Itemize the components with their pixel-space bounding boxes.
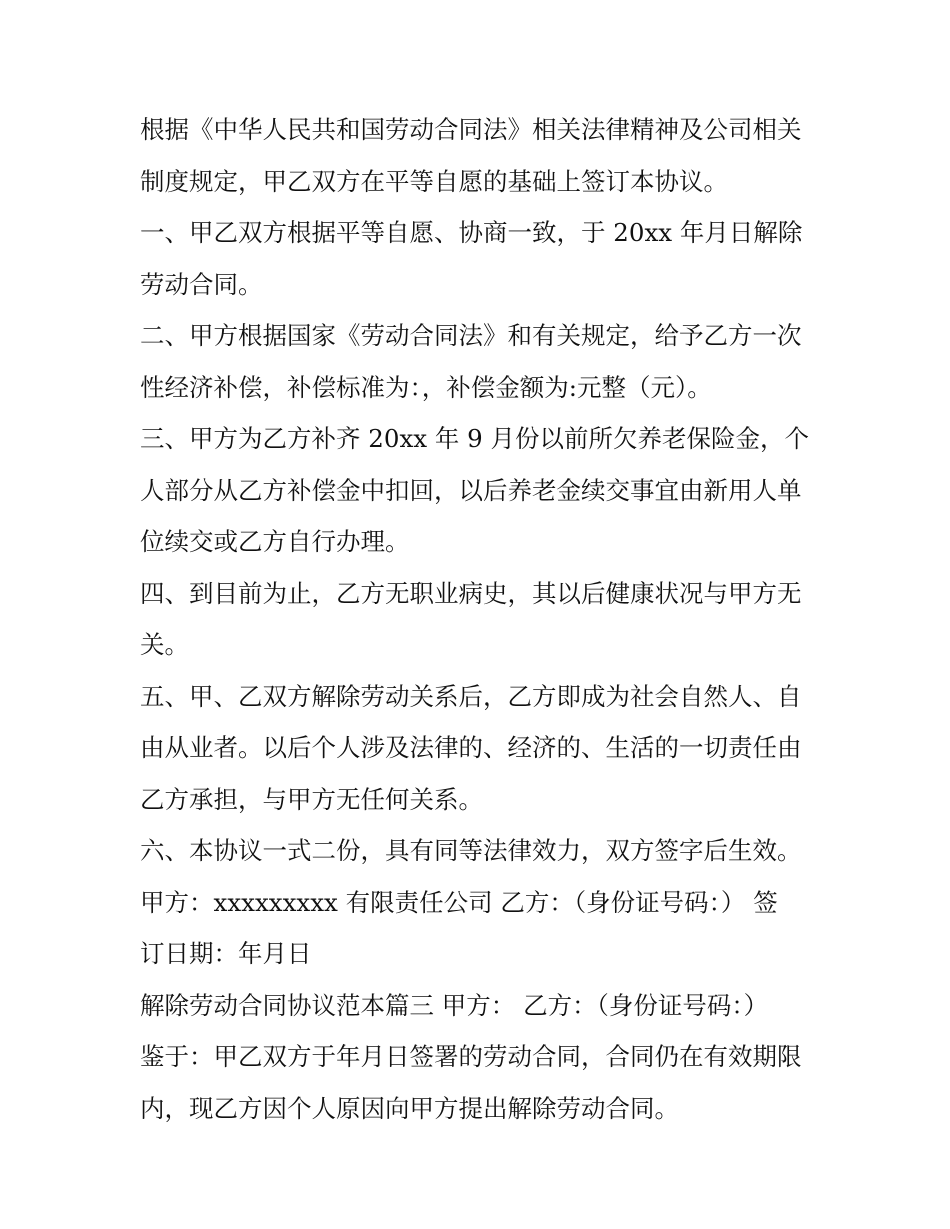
- text-line-2: 制度规定，甲乙双方在平等自愿的基础上签订本协议。: [140, 166, 728, 196]
- text-line-16: 甲方：xxxxxxxxx 有限责任公司 乙方：（身份证号码：） 签: [140, 887, 778, 917]
- text-line-7: 三、甲方为乙方补齐 20xx 年 9 月份以前所欠养老保险金，个: [140, 424, 810, 453]
- document-body: [140, 104, 820, 1134]
- text-line-20: 内，现乙方因个人原因向甲方提出解除劳动合同。: [140, 1093, 679, 1123]
- text-line-4: 劳动合同。: [140, 269, 263, 299]
- text-line-13: 由从业者。以后个人涉及法律的、经济的、生活的一切责任由: [140, 733, 802, 762]
- text-line-17: 订日期：年月日: [140, 939, 312, 968]
- text-line-14: 乙方承担，与甲方无任何关系。: [140, 784, 483, 814]
- text-line-11: 关。: [140, 630, 189, 659]
- text-line-3: 一、甲乙双方根据平等自愿、协商一致，于 20xx 年月日解除: [140, 218, 803, 247]
- text-line-19: 鉴于：甲乙双方于年月日签署的劳动合同，合同仍在有效期限: [140, 1042, 802, 1071]
- text-line-10: 四、到目前为止，乙方无职业病史，其以后健康状况与甲方无: [140, 578, 802, 608]
- text-line-9: 位续交或乙方自行办理。: [140, 527, 410, 556]
- text-line-6: 性经济补偿，补偿标准为：，补偿金额为:元整（元）。: [140, 372, 712, 402]
- text-line-18: 解除劳动合同协议范本篇三 甲方： 乙方：（身份证号码：）: [140, 990, 769, 1020]
- text-line-12: 五、甲、乙双方解除劳动关系后，乙方即成为社会自然人、自: [140, 681, 802, 711]
- text-line-15: 六、本协议一式二份，具有同等法律效力，双方签字后生效。: [140, 836, 802, 865]
- text-line-5: 二、甲方根据国家《劳动合同法》和有关规定，给予乙方一次: [140, 321, 802, 350]
- text-line-8: 人部分从乙方补偿金中扣回，以后养老金续交事宜由新用人单: [140, 475, 802, 505]
- text-line-1: 根据《中华人民共和国劳动合同法》相关法律精神及公司相关: [140, 115, 802, 144]
